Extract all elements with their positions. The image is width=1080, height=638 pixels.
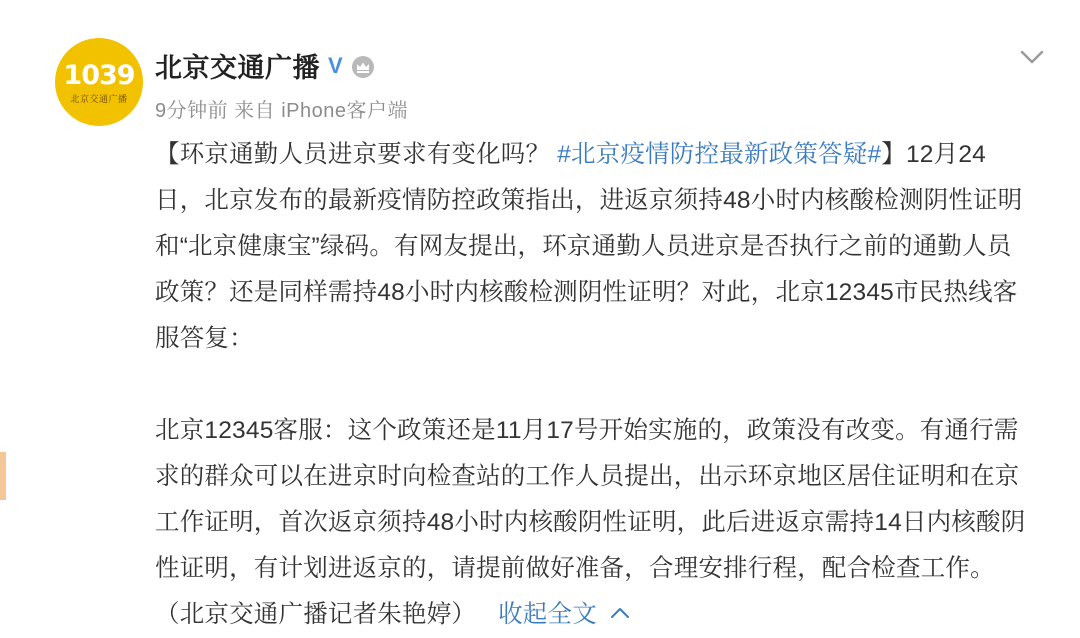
post-paragraph-1-prefix: 【环京通勤人员进京要求有变化吗？ [155,141,558,168]
topic-link[interactable]: #北京疫情防控最新政策答疑# [557,141,882,168]
crown-icon [351,55,375,79]
post-paragraph-3 [155,592,1035,638]
post-meta: 9分钟前 来自 iPhone客户端 [155,100,409,122]
post-paragraph-2: 北京12345客服：这个政策还是11月17号开始实施的，政策没有改变。有通行需求的群众可以在进京时向检查站的工作人员提出，出示环京地区居住证明和在京工作证明，首次返京须持48小时内核酸阴性证明，此后进返京需持14日内核酸阴性证明，有计划进返京的，请提前做好准备，合理安排行程，配合检查工作。 [155,417,1026,582]
author-name-row [155,46,375,85]
post-paragraph-1 [155,132,1035,362]
collapse-fulltext-button[interactable] [498,601,631,628]
left-edge-marker [0,452,6,500]
post-header [55,38,1025,130]
chevron-up-icon [609,590,631,636]
avatar[interactable] [55,38,143,126]
post-content [155,132,1035,638]
post-signature: （北京交通广播记者朱艳婷） [155,601,477,628]
post-paragraph-1-rest: 】12月24日，北京发布的最新疫情防控政策指出，进返京须持48小时内核酸检测阴性证明和“北京健康宝”绿码。有网友提出，环京通勤人员进京是否执行之前的通勤人员政策？还是同样需持48小时内核酸检测阴性证明？对此，北京12345市民热线客服答复： [155,141,1023,352]
author-name[interactable]: 北京交通广播 [155,53,320,83]
chevron-down-icon[interactable] [1014,38,1050,74]
paragraph-spacer [155,362,1035,408]
avatar-logo-number: 1039 [63,60,135,92]
avatar-logo-subtitle: 北京交通广播 [70,94,128,105]
verified-badge-icon: V [328,52,343,78]
collapse-fulltext-label: 收起全文 [498,601,597,628]
